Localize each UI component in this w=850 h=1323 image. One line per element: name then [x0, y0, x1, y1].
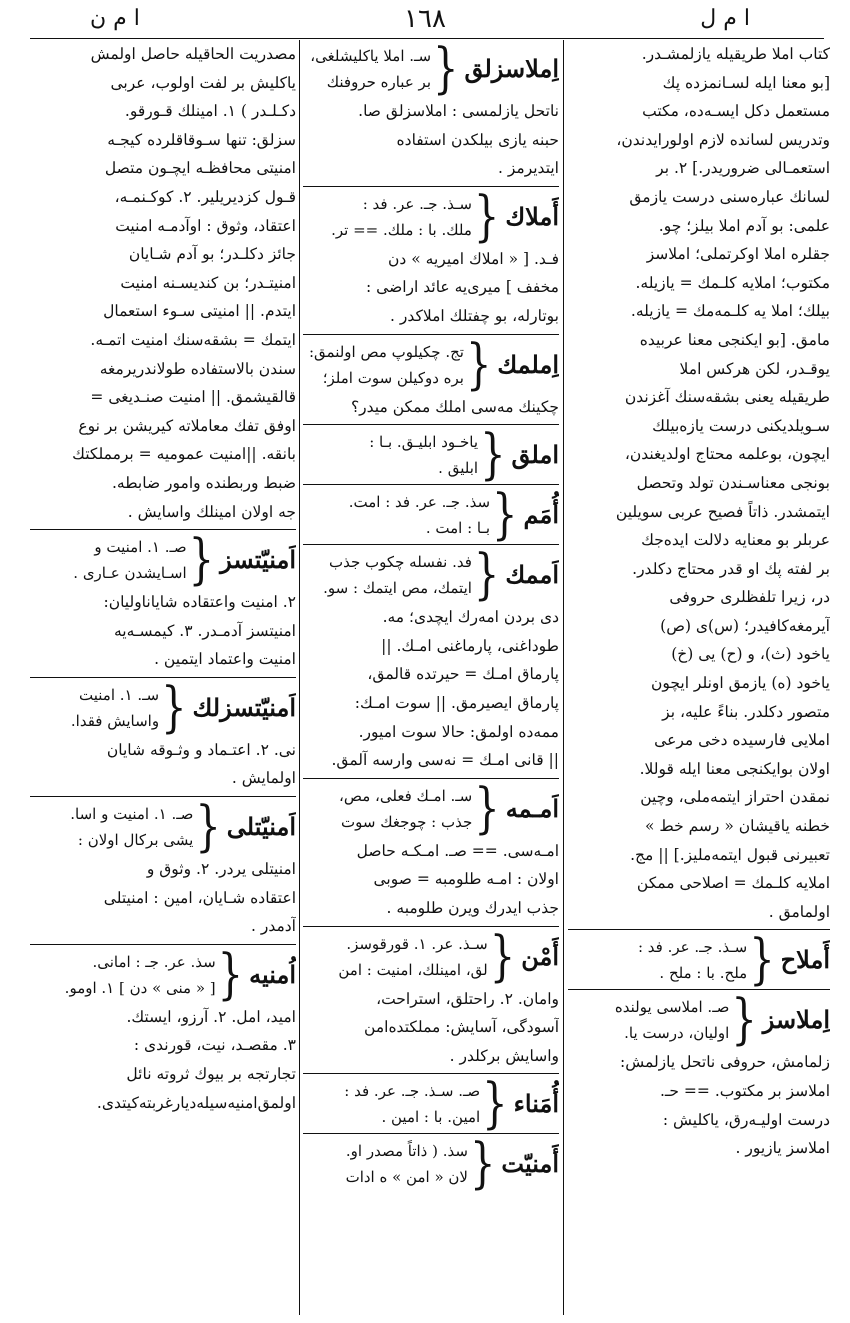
entry-definition: [339, 783, 472, 835]
text-line: املايه كلـمك = اصلاحى ممكن: [636, 874, 830, 893]
dictionary-entry: [303, 1133, 559, 1196]
text-line: امنيت واعتماد ايتمين .: [154, 650, 296, 669]
text-line: حبنه يازى بيلكدن استفاده: [396, 130, 559, 149]
text-line: وامان. ٢. راحتلق، استراحت،: [376, 989, 559, 1008]
definition-line: سذ. جـ. عر. فد : امت.: [348, 493, 491, 512]
definition-line: لان « امن » ه ادات: [345, 1168, 468, 1187]
text-line: اولان بوايكنجى معنا ايله قوللا.: [639, 759, 830, 778]
brace-glyph: {: [473, 544, 500, 607]
headword: اُمنيه: [249, 959, 296, 989]
headword: أُمَم: [523, 500, 559, 530]
headword: اِملاسزلق: [464, 54, 559, 83]
headword: اِملاسز: [762, 1005, 830, 1035]
headword: أَمْن: [521, 941, 559, 971]
definition-line: سذ. ( ذاتاً مصدر او.: [345, 1142, 468, 1161]
text-line: اولمايش .: [231, 769, 296, 788]
entry-divider: [303, 424, 559, 425]
headword: اَمنيّتسز: [220, 545, 296, 575]
text-line: ياكليش بر لفت اولوب، عربى: [110, 73, 296, 92]
dictionary-entry: [30, 943, 296, 1006]
text-line: امنيتلى يردر. ٢. وثوق و: [146, 860, 296, 879]
text-line: ممه‌ده اولمق: حالا سوت اميور.: [358, 722, 559, 741]
definition-line: سـذ. جـ. عر. فد :: [362, 194, 472, 213]
brace-glyph: {: [482, 1073, 508, 1136]
page-number: ١٦٨: [404, 4, 446, 34]
entry-divider: [303, 1133, 559, 1134]
brace-glyph: {: [731, 989, 757, 1052]
text-block: [30, 855, 296, 941]
entry-divider: [30, 529, 296, 530]
text-line: بوتارله، بو چفتلك املاكدر .: [390, 306, 559, 325]
text-line: سـويلديكنى درست يازه‌بيلك: [652, 416, 830, 435]
text-block: [30, 1003, 296, 1117]
entry-divider: [568, 989, 830, 990]
definition-line: سـ. املا ياكليشلغى،: [310, 47, 432, 65]
definition-line: بـا : امت .: [425, 519, 491, 538]
entry-definition: [65, 949, 216, 1001]
entry-divider: [303, 1073, 559, 1074]
text-line: [بو معنا ايله لسـانمزده پك: [662, 73, 830, 92]
text-line: جقلره املا اوكرتملى؛ املاسز: [646, 245, 830, 264]
headword: املق: [511, 440, 559, 470]
text-line: ٢. امنيت واعتقاده شاياناوليان:: [103, 593, 296, 612]
text-line: واسايش بركلدر .: [449, 1046, 559, 1065]
text-block: [303, 985, 559, 1071]
text-line: بانقه. ||امنيت عموميه = برمملكتك: [72, 445, 296, 464]
definition-line: سـ. ١. امنيت: [79, 685, 160, 704]
text-line: قالقيشمق. || امنيت صنـديغى =: [90, 388, 296, 407]
entry-definition: [73, 534, 186, 586]
text-line: اعتقاد، وثوق : اوآدمـه امنيت: [115, 216, 296, 235]
entry-divider: [303, 334, 559, 335]
text-line: پارماق ايصيرمق. || سوت امـك:: [354, 693, 559, 712]
text-block: [303, 603, 559, 775]
text-line: علمى: بو آدم املا بيلز؛ چو.: [658, 216, 830, 235]
brace-glyph: {: [492, 484, 518, 547]
text-line: استعمـالى ضروريدر.] ٢. بر: [656, 159, 830, 178]
headword: أَملاك: [505, 201, 559, 231]
definition-line: جذب : چوجغك سوت: [341, 812, 473, 831]
entry-divider: [30, 944, 296, 945]
text-line: تعبيرنى قبول ايتمه‌مليز.] || مج.: [630, 845, 830, 864]
text-line: طريقيله يعنى بشقه‌سنك آغزندن: [624, 388, 830, 407]
entry-definition: [349, 489, 490, 541]
brace-glyph: {: [469, 1133, 496, 1196]
definition-line: ابليق .: [438, 459, 479, 478]
brace-glyph: {: [161, 676, 187, 739]
definition-line: ياخـود ابليـق. بـا :: [369, 433, 479, 452]
text-line: خطنه ياقيشان « رسم خط »: [644, 817, 830, 836]
text-line: جائز دكلـدر؛ بو آدم شـايان: [128, 245, 296, 264]
brace-glyph: {: [217, 943, 244, 1006]
entry-definition: [638, 934, 747, 986]
entry-divider: [303, 778, 559, 779]
definition-line: بر عباره حروفنك: [326, 73, 432, 91]
header-rule: [30, 38, 824, 39]
entry-divider: [303, 544, 559, 545]
text-line: مامق. [بو ايكنجى معنا عربيده: [639, 330, 830, 349]
text-line: كتاب املا طريقيله يازلمشـدر.: [641, 45, 830, 63]
text-line: سندن بالاستفاده طولاندريرمغه: [99, 359, 296, 378]
text-block: [303, 393, 559, 422]
dictionary-entry: [568, 929, 830, 992]
entry-definition: [331, 191, 472, 243]
dictionary-entry: [303, 185, 559, 248]
text-block: [568, 1048, 830, 1162]
text-line: جه اولان امينلك واسايش .: [127, 502, 296, 521]
definition-line: يشى بركال اولان :: [77, 831, 194, 850]
text-line: اولمامق .: [768, 902, 830, 921]
text-line: املاسز بر مكتوب. == حـ.: [659, 1082, 830, 1100]
dictionary-entry: [303, 544, 559, 607]
dictionary-entry: [303, 333, 559, 396]
text-line: ايتمشدر. ذاتاً فصيح عربى سويلين: [615, 502, 830, 521]
entry-divider: [568, 929, 830, 930]
entry-divider: [303, 484, 559, 485]
text-line: مكتوب؛ املايه كلـمك = يازيله.: [635, 273, 830, 292]
entry-definition: [338, 931, 487, 983]
entry-definition: [369, 429, 478, 481]
brace-glyph: {: [188, 529, 215, 592]
definition-line: صـ. ١. امنيت و: [94, 538, 187, 557]
definition-line: تج. چكيلوپ مص اولنمق:: [308, 342, 464, 361]
text-line: دكـلـدر ) ١. امينلك قـورقو.: [124, 102, 296, 121]
text-line: ايتدم. || امنيتى سـوء استعمال: [103, 302, 296, 321]
entry-definition: [346, 1138, 468, 1190]
definition-line: ايتمك، مص ايتمك : سو.: [323, 579, 472, 598]
text-block: [30, 40, 296, 526]
entry-definition: [309, 339, 464, 391]
text-block: [568, 40, 830, 926]
brace-glyph: {: [489, 925, 516, 988]
text-line: پارماق امـك = حيرتده قالمق،: [367, 665, 559, 684]
column-middle: [303, 40, 559, 1315]
column-right: [568, 40, 830, 1315]
text-line: دى بردن امه‌رك ايچدى؛ مه.: [382, 608, 559, 627]
dictionary-entry: [303, 424, 559, 487]
entry-definition: [71, 682, 159, 734]
definition-line: اوليان، درست يا.: [624, 1024, 730, 1043]
text-line: مخفف ] ميرى‌يه عائد اراضى :: [366, 278, 559, 297]
text-line: امـه‌سى. == صـ. امـكـه حاصل: [356, 841, 559, 860]
definition-line: صـ. سـذ. جـ. عر. فد :: [344, 1082, 481, 1101]
text-block: [30, 588, 296, 674]
text-line: يوقـدر، لكن هركس املا: [679, 359, 830, 378]
text-line: ناتحل يازلمسى : املاسزلق صا.: [358, 102, 559, 120]
definition-line: [ « منى » دن ] ١. اومو.: [64, 978, 216, 997]
column-separator: [563, 40, 564, 1315]
definition-line: امين. با : امين .: [381, 1108, 481, 1127]
text-line: اوفق تفك معاملاته كيريشن بر نوع: [78, 416, 296, 435]
entry-definition: [344, 1078, 480, 1130]
text-line: ياخود (ث)، و (ح) يى (خ): [671, 645, 830, 664]
text-line: قـول كزديريلير. ٢. كوكـنمـه،: [114, 187, 296, 206]
brace-glyph: {: [195, 796, 221, 859]
text-line: اولمق‌امنيه‌سيله‌ديارغربته‌كيتدى.: [96, 1093, 296, 1112]
text-line: تجارتجه بر بيوك ثروته نائل: [126, 1065, 296, 1084]
text-line: اعتقاده شـايان، امين : امنيتلى: [103, 888, 296, 907]
definition-line: ملح. با : ملح .: [659, 964, 748, 983]
dictionary-entry: [30, 796, 296, 859]
text-line: وتدريس لسانده لازم اولورايدندن،: [616, 130, 830, 149]
entry-definition: [323, 549, 472, 601]
headword: اَممك: [505, 560, 559, 590]
headword: أَمنيّت: [501, 1149, 559, 1179]
dictionary-entry: [30, 529, 296, 592]
entry-divider: [303, 186, 559, 187]
dictionary-entry: [303, 925, 559, 988]
text-line: آسودگى، آسايش: مملكتده‌امن: [364, 1018, 559, 1037]
text-line: بر لفته پك او قدر محتاج دكلدر.: [632, 559, 830, 578]
entry-divider: [30, 796, 296, 797]
text-line: چكينك مه‌سى املك ممكن ميدر؟: [350, 397, 559, 416]
text-line: بونجى معناسـندن تولد وتحصل: [636, 473, 830, 492]
text-line: اولان : امـه طلومبه = صوبى: [373, 870, 559, 889]
entry-definition: [615, 994, 729, 1046]
text-line: فـد. [ « املاك اميريه » دن: [388, 249, 559, 268]
text-block: [303, 245, 559, 331]
headword: أَملاح: [780, 945, 830, 975]
dictionary-entry: [303, 1073, 559, 1136]
header-guide-word-right: ا م ل: [700, 6, 750, 31]
text-line: || قانى امـك = نه‌سى وارسه آلمق.: [331, 751, 559, 770]
text-line: نمقدن احتراز ايتمه‌ملى، وچين: [640, 788, 830, 807]
text-block: [303, 837, 559, 923]
text-line: آدمدر .: [251, 917, 296, 936]
header-guide-word-left: ا م ن: [90, 6, 140, 31]
text-line: لسانك عباره‌سنى درست يازمق: [629, 187, 830, 206]
text-line: ايتمك = بشقه‌سنك امنيت اتمـه.: [90, 330, 296, 349]
text-line: املايى فارسيده دخى مرعى: [654, 731, 830, 750]
text-line: ضبط وربطنده وامور ضابطه.: [111, 473, 296, 492]
brace-glyph: {: [473, 185, 500, 248]
brace-glyph: {: [433, 40, 459, 101]
entry-definition: [310, 43, 431, 95]
text-line: نى. ٢. اعتـماد و وثـوقه شايان: [106, 740, 296, 759]
definition-line: سـ. امـك فعلى، مص،: [339, 786, 473, 805]
text-line: درست اوليـه‌رق، ياكليش :: [662, 1110, 830, 1129]
definition-line: سـذ. عر. ١. قورقوسز.: [346, 934, 488, 953]
definition-line: سذ. عر. جـ : امانى.: [92, 952, 216, 971]
brace-glyph: {: [465, 333, 492, 396]
dictionary-entry: [30, 676, 296, 739]
dictionary-entry: [303, 484, 559, 547]
definition-line: صـ. املاسى يولنده: [614, 998, 730, 1017]
definition-line: ملك. با : ملك. == تر.: [331, 220, 472, 239]
headword: اَمنيّتسزلك: [192, 692, 296, 722]
text-line: در، زيرا تلفظلرى حروفى: [669, 588, 830, 607]
column-left: [30, 40, 296, 1315]
definition-line: واسايش فقدا.: [70, 711, 160, 730]
dictionary-entry: [303, 777, 559, 840]
definition-line: فد. نفسله چكوب جذب: [328, 553, 472, 572]
brace-glyph: {: [474, 777, 500, 840]
headword: أُمَناء: [513, 1089, 559, 1119]
text-line: متصور دكلدر. بناءً عليه، بز: [662, 702, 830, 721]
headword: اِملمك: [497, 349, 559, 379]
text-line: امنيتـدر؛ بن كنديسـنه امنيت: [120, 273, 296, 292]
text-block: [30, 736, 296, 793]
text-line: مصدريت الحاقيله حاصل اولمش: [90, 45, 296, 63]
text-line: طوداغنى، پارماغنى امـك. ||: [381, 636, 559, 655]
dictionary-entry: [568, 989, 830, 1052]
text-block: [303, 97, 559, 183]
text-line: املاسز يازيور .: [735, 1139, 830, 1158]
entry-definition: [70, 801, 193, 853]
headword: اَمنيّتلى: [226, 812, 296, 842]
dictionary-entry: [303, 40, 559, 101]
column-separator: [299, 40, 300, 1315]
brace-glyph: {: [480, 424, 506, 487]
text-line: ايچون، بوعلمه محتاج اولديغندن،: [624, 445, 830, 464]
text-line: امنيتى محافظـه ايچـون متصل: [104, 159, 296, 178]
text-line: امنيتسز آدمـدر. ٣. كيمسـه‌يه: [114, 621, 296, 640]
entry-divider: [303, 926, 559, 927]
text-line: آيرمغه‌كافيدر؛ (س)ى (ص): [660, 616, 830, 635]
page-header: [30, 4, 820, 38]
definition-line: صـ. ١. امنيت و اسا.: [70, 805, 194, 824]
text-line: ياخود (ه) يازمق اونلر ايچون: [650, 674, 830, 693]
text-line: سزلق: تنها سـوقاقلرده كيجـه: [107, 130, 296, 149]
definition-line: بره دوكيلن سوت املز؛: [322, 368, 464, 387]
definition-line: اسـايشدن عـارى .: [73, 564, 187, 583]
text-line: مستعمل دكل ايسـه‌ده، مكتب: [642, 102, 830, 121]
brace-glyph: {: [749, 929, 775, 992]
definition-line: سـذ. جـ. عر. فد :: [637, 938, 748, 957]
text-line: بيلك؛ املا يه كلـمه‌مك = يازيله.: [630, 302, 830, 321]
text-line: جذب ايدرك ويرن طلومبه .: [386, 898, 559, 917]
headword: اَمـمه: [505, 793, 559, 823]
text-line: اميد، امل. ٢. آرزو، ايستك.: [126, 1007, 296, 1026]
text-line: عربلر بو معنايه دلالت ايده‌جك: [641, 531, 830, 550]
definition-line: لق، امينلك، امنيت : امن: [338, 960, 488, 979]
text-line: ايتديرمز .: [497, 159, 559, 178]
text-line: ٣. مقصـد، نيت، قورندى :: [133, 1036, 296, 1055]
text-line: زلمامش، حروفى ناتحل يازلمش:: [620, 1053, 830, 1072]
